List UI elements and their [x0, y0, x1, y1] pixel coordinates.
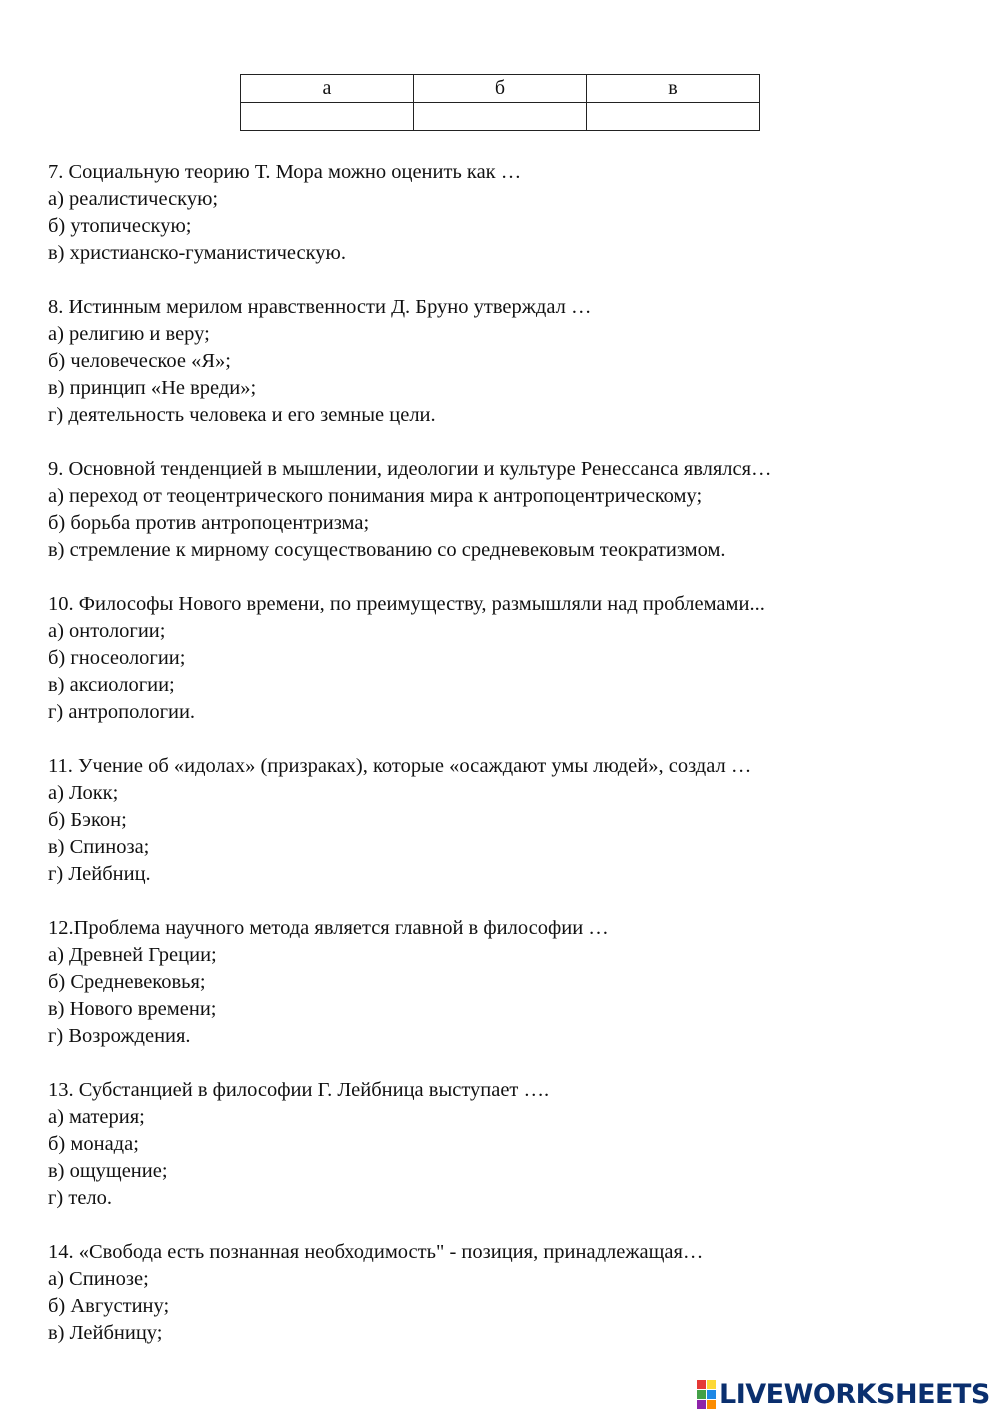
answer-option: а) материя; [48, 1106, 145, 1128]
liveworksheets-logo-text: LIVEWORKSHEETS [719, 1378, 990, 1410]
answer-option: в) аксиологии; [48, 674, 175, 696]
quiz-questions [48, 159, 978, 1347]
question-14 [48, 1239, 978, 1347]
answer-option: а) переход от теоцентрического понимания мира к антропоцентрическому; [48, 485, 703, 507]
answer-option: б) монада; [48, 1133, 139, 1155]
answer-option: в) принцип «Не вреди»; [48, 377, 257, 399]
question-13 [48, 1077, 978, 1212]
answer-header-b: б [414, 75, 587, 103]
answer-table-input-row [241, 103, 760, 131]
answer-option: в) стремление к мирному сосуществованию со средневековым теократизмом. [48, 539, 726, 561]
answer-option: г) Возрождения. [48, 1025, 191, 1047]
answer-cell-b[interactable] [414, 103, 587, 131]
answer-option: а) Спинозе; [48, 1268, 149, 1290]
answer-option: в) ощущение; [48, 1160, 168, 1182]
logo-mark-square [707, 1390, 716, 1399]
question-title: 7. Социальную теорию Т. Мора можно оценить как … [48, 161, 522, 183]
answer-option: г) тело. [48, 1187, 113, 1209]
answer-option: а) реалистическую; [48, 188, 219, 210]
question-title: 14. «Свобода есть познанная необходимость" - позиция, принадлежащая… [48, 1241, 704, 1263]
question-8 [48, 294, 978, 429]
question-title: 8. Истинным мерилом нравственности Д. Бруно утверждал … [48, 296, 592, 318]
logo-mark-square [707, 1380, 716, 1389]
answer-option: б) Августину; [48, 1295, 170, 1317]
answer-option: б) Средневековья; [48, 971, 206, 993]
question-12 [48, 915, 978, 1050]
answer-table [240, 74, 760, 131]
question-7 [48, 159, 978, 267]
liveworksheets-logo [697, 1377, 990, 1411]
question-title: 13. Субстанцией в философии Г. Лейбница выступает …. [48, 1079, 550, 1101]
answer-header-a: а [241, 75, 414, 103]
answer-option: а) религию и веру; [48, 323, 210, 345]
answer-option: в) Нового времени; [48, 998, 217, 1020]
answer-option: б) гносеологии; [48, 647, 186, 669]
liveworksheets-logo-icon [697, 1380, 716, 1409]
answer-option: б) Бэкон; [48, 809, 127, 831]
logo-mark-square [697, 1400, 706, 1409]
answer-option: б) человеческое «Я»; [48, 350, 231, 372]
question-9 [48, 456, 978, 564]
answer-table-header-row [241, 75, 760, 103]
answer-option: г) Лейбниц. [48, 863, 151, 885]
question-title: 11. Учение об «идолах» (призраках), которые «осаждают умы людей», создал … [48, 755, 752, 777]
answer-header-v: в [587, 75, 760, 103]
answer-option: в) христианско-гуманистическую. [48, 242, 346, 264]
answer-option: б) борьба против антропоцентризма; [48, 512, 370, 534]
answer-option: г) деятельность человека и его земные цели. [48, 404, 436, 426]
logo-mark-square [697, 1380, 706, 1389]
question-title: 12.Проблема научного метода является главной в философии … [48, 917, 609, 939]
logo-mark-square [707, 1400, 716, 1409]
answer-option: а) онтологии; [48, 620, 166, 642]
answer-option: а) Локк; [48, 782, 119, 804]
answer-option: в) Спиноза; [48, 836, 150, 858]
question-title: 9. Основной тенденцией в мышлении, идеологии и культуре Ренессанса являлся… [48, 458, 772, 480]
question-11 [48, 753, 978, 888]
question-10 [48, 591, 978, 726]
answer-option: г) антропологии. [48, 701, 196, 723]
logo-mark-square [697, 1390, 706, 1399]
answer-option: в) Лейбницу; [48, 1322, 163, 1344]
question-title: 10. Философы Нового времени, по преимуществу, размышляли над проблемами... [48, 593, 765, 615]
answer-option: а) Древней Греции; [48, 944, 217, 966]
answer-cell-v[interactable] [587, 103, 760, 131]
answer-option: б) утопическую; [48, 215, 192, 237]
answer-cell-a[interactable] [241, 103, 414, 131]
